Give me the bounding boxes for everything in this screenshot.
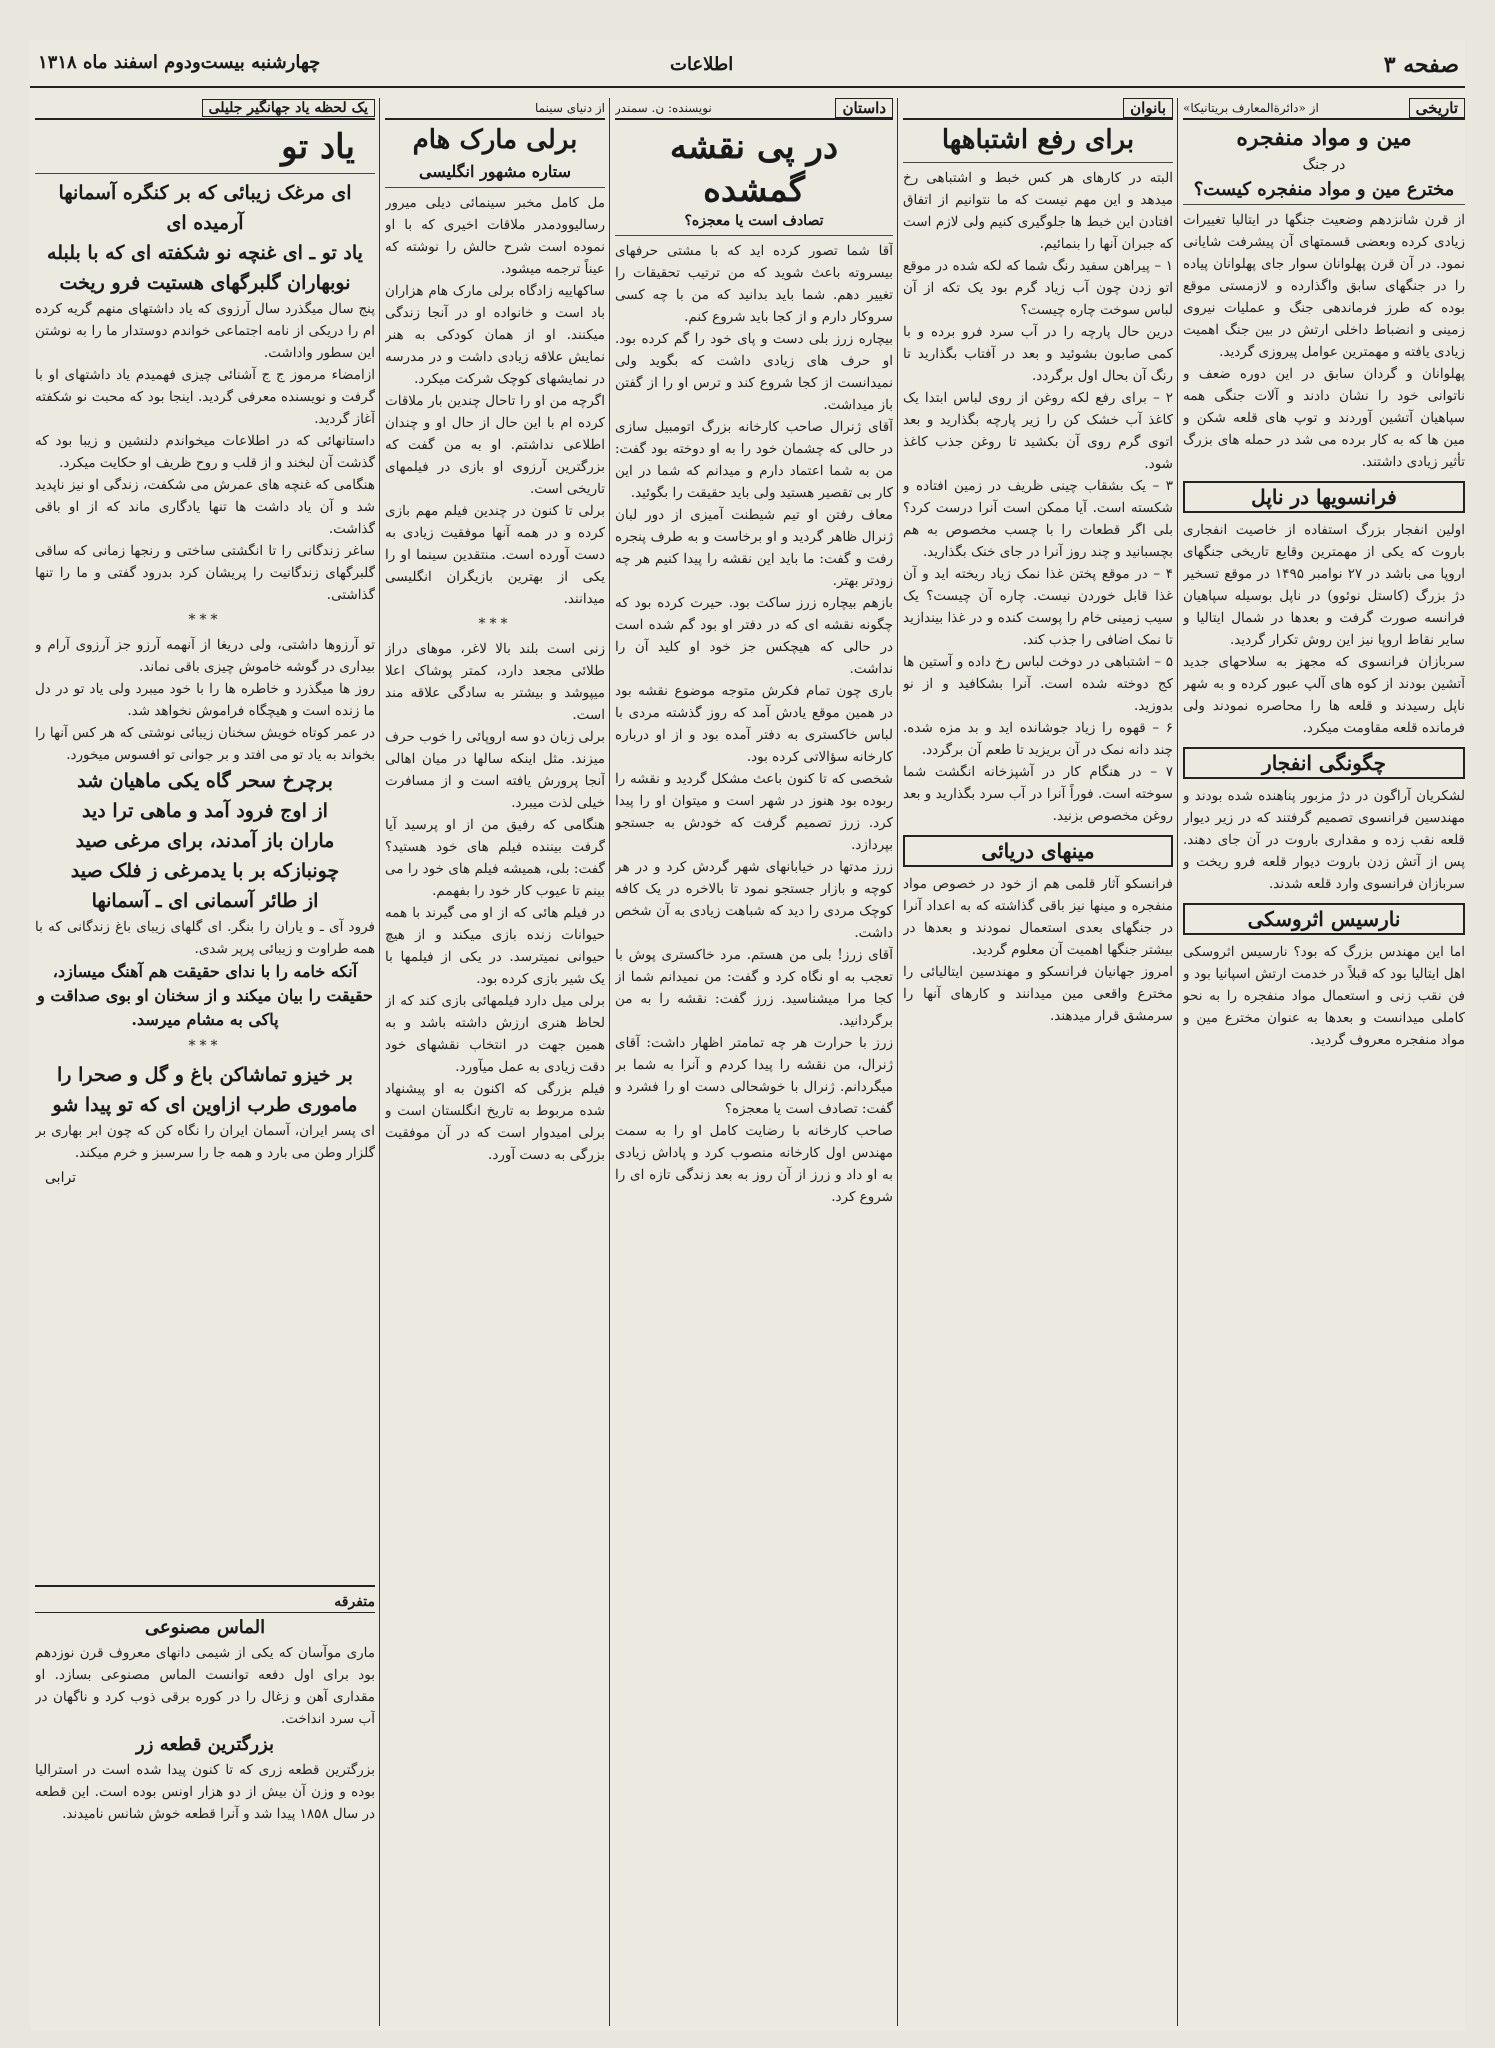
column-rule: [609, 98, 610, 2026]
paragraph: زرز مدتها در خیابانهای شهر گردش کرد و در هر کوچه و بازار جستجو نمود تا بالاخره در یک کافه کوچک مردی را دید که شباهت زیادی به آن شخص داشت.: [615, 859, 893, 941]
column-rule: [379, 98, 380, 2026]
separator: ***: [478, 615, 512, 632]
paragraph: ۶ – قهوه را زیاد جوشانده اید و بد مزه شده. چند دانه نمک در آن بریزید تا طعم آن برگردد.: [903, 719, 1173, 758]
paragraph: در فیلم هائی که از او می گیرند با همه حیوانات زنده بازی میکند و از هیچ حیوانی نمیترسد. در یکی از فیلمها با یک شیر بازی کرده بود.: [385, 904, 605, 987]
paragraph: تو آرزوها داشتی، ولی دریغا از آنهمه آرزو جز آرزوی آرام و بیداری در گوشه خاموش چیزی باقی نماند.: [35, 636, 375, 675]
paragraph: اگرچه من او را تاحال چندین بار ملاقات کرده ام با این حال از حال او و چندان اطلاعی نداشتم. او به من گفت که بزرگترین آرزوی او بازی در فیلمهای تاریخی است.: [385, 392, 605, 497]
item-title: الماس مصنوعی: [144, 1617, 266, 1638]
column-rule: [1177, 98, 1178, 2026]
paragraph: برلی تا کنون در چندین فیلم مهم بازی کرده و در همه آنها موفقیت زیادی به دست آورده است. منتقدین سینما او را یکی از بهترین بازیگران انگلیسی میدانند.: [385, 502, 605, 607]
paragraph: صاحب کارخانه با رضایت کامل او را به سمت مهندس اول کارخانه منصوب کرد و پاداش زیادی به او داد و زرز از آن روز به بعد زندگی تازه ای را شروع کرد.: [615, 1123, 893, 1205]
article-headline: مین و مواد منفجره: [1236, 125, 1412, 151]
paragraph: امروز جهانیان فرانسکو و مهندسین ایتالیائی را مخترع واقعی مین میدانند و کارهای آنها را سرمشق قرار میدهند.: [903, 963, 1173, 1024]
newspaper-page: [30, 40, 1465, 2030]
masthead: [30, 40, 1465, 88]
page-number: صفحه ۳: [1383, 52, 1459, 78]
paragraph: شخصی که تا کنون باعث مشکل گردید و نقشه را ربوده بود هنوز در شهر است و میتوان او را پیدا کرد. زرز تصمیم گرفت که خودش به جستجو بپردازد.: [615, 771, 893, 853]
author-signature: ترابی: [45, 1169, 77, 1186]
paragraph: ای پسر ایران، آسمان ایران را نگاه کن که چون ابر بهاری بر گلزار وطن می بارد و همه جا را سرسبز و خرم میکند.: [35, 1122, 375, 1161]
paragraph: در عمر کوتاه خویش سخنان زیبائی نوشتی که هر کس آنها را بخواند به یاد تو می افتد و بر جوانی تو افسوس میخورد.: [35, 724, 375, 763]
article-headline: برلی مارک هام: [412, 125, 578, 155]
story-column: [615, 98, 893, 2026]
paragraph: زرز با حرارت هر چه تمامتر اظهار داشت: آقای ژنرال، من نقشه را پیدا کردم و آنرا به شما بر میگردانم. ژنرال با خوشحالی دست او را فشرد و گفت: تصادف است یا معجزه؟: [615, 1035, 893, 1117]
paragraph: فرانسکو آثار قلمی هم از خود در خصوص مواد منفجره و مینها نیز باقی گذاشته که به اعداد آنرا در جنگهای بعدی استعمال نمودند و بعدها در بیشتر جنگها اهمیت آن معلوم گردید.: [903, 875, 1173, 958]
poem-line: چونبازکه بر با یدمرغی ز فلک صید: [70, 859, 340, 882]
poem-line: ماموری طرب ازاوین ای که تو پیدا شو: [52, 1093, 358, 1116]
section-tag: داستان: [835, 98, 893, 118]
paragraph: ۱ – پیراهن سفید رنگ شما که لکه شده در موقع اتو زدن چون آب زیاد گرم بود یک تکه از آن لباس سوخت چاره چیست؟: [903, 257, 1173, 318]
poem-line: بر خیزو تماشاکن باغ و گل و صحرا را: [57, 1063, 353, 1086]
item-title: بزرگترین قطعه زر: [136, 1734, 274, 1755]
paragraph: برلی زبان دو سه اروپائی را خوب حرف میزند. مثل اینکه سالها در میان اهالی آنجا پرورش یافته است و از مسافرت خیلی لذت میبرد.: [385, 728, 605, 811]
paragraph: اما این مهندس بزرگ که بود؟ نارسیس اثروسکی اهل ایتالیا بود که قبلاً در خدمت ارتش اسپانیا بود و فن نقب زنی و استعمال مواد منفجره را به نحو کاملی میدانست و بعدها به عنوان مخترع مین و مواد منفجره معروف گردید.: [1183, 943, 1465, 1048]
paragraph: سربازان فرانسوی که مجهز به سلاحهای جدید آتشین بودند از کوه های آلپ عبور کرده و به شهر ناپل رسیدند و قلعه ها را محاصره نمودند ولی فرمانده قلعه مقاومت میکرد.: [1183, 653, 1465, 736]
paragraph: آقای ژنرال صاحب کارخانه بزرگ اتومبیل سازی در حالی که چشمان خود را به او دوخته بود گفت: من به شما اعتماد دارم و میدانم که شما در این کار بی تقصیر هستید ولی باید حقیقت را بگوئید.: [615, 419, 893, 501]
poem-line: نوبهاران گلبرگهای هستیت فرو ریخت: [59, 271, 351, 294]
paragraph: هنگامی که غنچه های عمرش می شکفت، زندگی او نیز ناپدید شد و آن یاد داشت ها تنها یادگاری ماند که از او باقی گذاشت.: [35, 476, 375, 537]
article-subheading: ستاره مشهور انگلیسی: [418, 161, 572, 181]
paragraph: زنی است بلند بالا لاغر، موهای دراز طلائی مجعد دارد، کمتر پوشاک اعلا میپوشد و بیشتر به سادگی علاقه مند است.: [385, 640, 605, 723]
paragraph: پهلوانان و گردان سابق در این دوره ضعف و ناتوانی خود را نشان دادند و آلات جنگی همه سپاهیان آتشین آوردند و توپ های قلعه شکن و مین ها که به کار برده می شد در حمله های بزرگ تأثیر زیادی داشتند.: [1183, 365, 1465, 470]
paragraph: بازهم بیچاره زرز ساکت بود. حیرت کرده بود که چگونه نقشه ای که در دفتر او بود گم شده است در حالی که هیچکس جز خود او کلید آن را نداشت.: [615, 595, 893, 677]
poem-line: از اوج فرود آمد و ماهی ترا دید: [82, 799, 328, 822]
women-column: [903, 98, 1173, 2026]
paragraph: از قرن شانزدهم وضعیت جنگها در ایتالیا تغییرات زیادی کرده وبعضی قسمتهای آن پیشرفت شایانی نمود. در آن قرن پهلوانان سوار جای پهلوانان پیاده را در جنگهای سابق واگذارده و لازمستی موقع بوده که طرز فرماندهی جنگ و عملیات نیروی زمینی و انضباط داخلی ارتش در بین جنگ اهمیت زیادی یافته و مهمترین عوامل پیروزی گردید.: [1183, 211, 1465, 360]
paragraph: برلی میل دارد فیلمهائی بازی کند که از لحاظ هنری ارزش داشته باشد و به همین جهت در انتخاب نقشهای خود دقت زیادی به عمل میآورد.: [385, 992, 605, 1075]
paragraph: ۲ – برای رفع لکه روغن از روی لباس ابتدا یک کاغذ آب خشک کن را زیر پارچه بگذارید و بعد اتوی گرم روی آن بکشید تا روغن جذب کاغذ شود.: [903, 389, 1173, 472]
paragraph: داستانهائی که در اطلاعات میخواندم دلنشین و زیبا بود که گذشت آن لبخند و از قلب و روح ظریف او حکایت میکرد.: [35, 432, 375, 471]
paragraph: ۷ – در هنگام کار در آشپزخانه انگشت شما سوخته است. فوراً آنرا در آب سرد بگذارید و بعد روغن مخصوص بزنید.: [903, 763, 1173, 824]
column-rule: [897, 98, 898, 2026]
newspaper-name: اطلاعات: [670, 54, 734, 75]
paragraph: آقا شما تصور کرده اید که با مشتی حرفهای بیسروته باعث شوید که من ترتیب تحقیقات را تغییر دهم. شما باید بدانید که من با چه کسی سروکار دارم و از کجا باید شروع کنم.: [615, 243, 893, 325]
subsection-title: مینهای دریائی: [903, 835, 1173, 867]
poem-line: ای مرغک زیبائی که بر کنگره آسمانها: [58, 181, 352, 204]
paragraph: ساکهاییه زادگاه برلی مارک هام هزاران باد است و خانواده او در آنجا زندگی میکنند. او از همان کودکی به هنر نمایش علاقه زیادی داشت و در مدرسه در نمایشهای کوچک شرکت میکرد.: [385, 282, 605, 387]
subsection-title: فرانسویها در ناپل: [1183, 481, 1465, 513]
article-question: مخترع مین و مواد منفجره کیست؟: [1193, 178, 1455, 200]
poem-line: آرمیده ای: [166, 211, 244, 234]
cinema-column: [385, 98, 605, 2026]
article-headline: برای رفع اشتباهها: [941, 125, 1135, 155]
article-source: از «دائرةالمعارف بریتانیکا»: [1183, 101, 1319, 115]
paragraph: ۳ – یک بشقاب چینی ظریف در زمین افتاده و شکسته است. آیا ممکن است آنرا درست کرد؟ بلی اگر قطعات را با چسب مخصوص به هم بچسبانید و چند روز آنرا در جای خنک بگذارید.: [903, 477, 1173, 560]
paragraph: روز ها میگذرد و خاطره ها را با خود میبرد ولی یاد تو در دل ما زنده است و هیچگاه فراموش نخواهد شد.: [35, 680, 375, 719]
paragraph: ازامضاء مرموز ج ج آشنائی چیزی فهمیدم یاد داشتهای او با گرفت و نویسنده معرفی گردید. اینجا بود که محبت نو شکفته آغاز گردید.: [35, 366, 375, 427]
article-subheading: در جنگ: [1302, 156, 1346, 173]
issue-date: چهارشنبه بیست‌ودوم اسفند ماه ۱۳۱۸: [38, 52, 321, 73]
paragraph: بزرگترین قطعه زری که تا کنون پیدا شده است در استرالیا بوده و وزن آن بیش از دو هزار اونس بوده است. این قطعه در سال ۱۸۵۸ پیدا شد و آنرا قطعه خوش شانس نامیدند.: [35, 1762, 375, 1822]
paragraph: ۴ – در موقع پختن غذا نمک زیاد ریخته اید و آن غذا قابل خوردن نیست. چاره آن چیست؟ یک سیب زمینی خام را پوست کنده و در غذا بیندازید تا نمک اضافی را جذب کند.: [903, 565, 1173, 648]
story-subheading: تصادف است یا معجزه؟: [684, 213, 824, 229]
paragraph: بیچاره زرز بلی دست و پای خود را گم کرده بود. او حرف های زیادی داشت که بگوید ولی نمیدانست از کجا شروع کند و ترس او را از گفتن باز میداشت.: [615, 331, 893, 413]
paragraph: فرود آی ـ و یاران را بنگر. ای گلهای زیبای باغ زندگانی که با همه طراوت و زیبائی پرپر شدی.: [35, 918, 375, 957]
paragraph: مل کامل مخبر سینمائی دیلی میرور رسالیوودمدر ملاقات اخیری که با او نموده است شرح حالش را نوشته که عیناً ترجمه میشود.: [385, 194, 605, 277]
paragraph: ۵ – اشتباهی در دوخت لباس رخ داده و آستین ها کج دوخته شده است. آنرا بشکافید و از نو بدوزید.: [903, 653, 1173, 714]
paragraph: درین حال پارچه را در آب سرد فرو برده و با کمی صابون بشوئید و بعد در آفتاب بگذارید تا رنگ آن بحال اول برگردد.: [903, 323, 1173, 384]
paragraph: ساغر زندگانی را تا انگشتی ساختی و رنجها زمانی که ساقی گلبرگهای زندگانیت را پریشان کرد بدرود گفتی و ما را تنها گذاشتی.: [35, 542, 375, 603]
poem-line: یاد تو ـ ای غنچه نو شکفته ای که با بلبله: [47, 241, 363, 264]
paragraph: البته در کارهای هر کس خبط و اشتباهی رخ میدهد و این مهم نیست که ما نتوانیم از اتفاق افتادن این خبط ها جلوگیری کنیم ولی لازم است که جبران آنها را بنمائیم.: [903, 169, 1173, 252]
column-header: یک لحظه یاد جهانگیر جلیلی: [202, 99, 375, 117]
subsection-title: چگونگی انفجار: [1183, 747, 1465, 779]
article-headline: یاد تو: [281, 127, 355, 167]
separator: ***: [188, 611, 222, 628]
history-column: [1183, 98, 1465, 2026]
paragraph: آقای زرز! بلی من هستم. مرد خاکستری پوش با تعجب به او نگاه کرد و گفت: من نمیدانم شما از کجا مرا میشناسید. زرز گفت: نقشه را به من برگردانید.: [615, 947, 893, 1029]
paragraph: ماری موآسان که یکی از شیمی دانهای معروف قرن نوزدهم بود برای اول دفعه توانست الماس مصنوعی بسازد. او مقداری آهن و زغال را در کوره برقی ذوب کرد و ناگهان در آب سرد انداخت.: [35, 1645, 375, 1727]
section-tag: بانوان: [1123, 98, 1173, 118]
section-tag: تاریخی: [1409, 98, 1465, 118]
section-tag: از دنیای سینما: [534, 101, 605, 115]
poem-line: آنکه خامه را با ندای حقیقت هم آهنگ میسازد، حقیقت را بیان میکند و از سخنان او بوی صداقت و پاکی به مشام میرسد.: [37, 961, 373, 1029]
memorial-column: [35, 98, 375, 1576]
paragraph: باری چون تمام فکرش متوجه موضوع نقشه بود در همین موقع یادش آمد که روز گذشته مردی با لباس خاکستری به دفتر آمده بود و از او درباره کارخانه سؤالاتی کرده بود.: [615, 683, 893, 765]
paragraph: اولین انفجار بزرگ استفاده از خاصیت انفجاری باروت که یکی از مهمترین وقایع تاریخی جنگهای اروپا می باشد در ۲۷ نوامبر ۱۴۹۵ در موقع تسخیر دژ بزرگ (کاستل نوئوو) در ناپل بوسیله سپاهیان فرانسه صورت گرفت و بعدها در شمال ایتالیا و سایر نقاط اروپا نیز این روش تکرار گردید.: [1183, 521, 1465, 648]
poem-line: برچرخ سحر گاه یکی ماهیان شد: [77, 769, 333, 792]
paragraph: پنج سال میگذرد سال آرزوی که یاد داشتهای منهم گریه کرده ام را دریکی از نامه اجتماعی خواندم دوستدار ما را به نوشتن این سطور واداشت.: [35, 300, 375, 361]
miscellany-box: [35, 1585, 375, 2025]
poem-line: از طائر آسمانی ای ـ آسمانها: [91, 889, 319, 912]
story-author: نویسنده: ن. سمندر: [615, 101, 712, 115]
story-headline: در پی نقشه گمشده: [669, 127, 839, 210]
section-tag: متفرقه: [334, 1593, 375, 1610]
paragraph: هنگامی که رفیق من از او پرسید آیا گرفت بیننده فیلم های خود هستید؟ گفت: بلی، همیشه فیلم های خود را می بینم تا عیوب کار خود را بفهمم.: [385, 816, 605, 899]
paragraph: لشکریان آراگون در دژ مزبور پناهنده شده بودند و مهندسین فرانسوی تصمیم گرفتند که در زیر دیوار قلعه نقب زده و مقداری باروت در آن جای دهند. پس از آتش زدن باروت دیوار قلعه فرو ریخت و سربازان فرانسوی وارد قلعه شدند.: [1183, 787, 1465, 892]
poem-line: ماران باز آمدند، برای مرغی صید: [75, 829, 335, 852]
subsection-title: نارسیس اثروسکی: [1183, 903, 1465, 935]
separator: ***: [188, 1037, 222, 1054]
paragraph: معاف رفتن او تیم شیطنت آمیزی از دور لبان ژنرال ظاهر گردید و او برخاست و به طرف پنجره رفت و گفت: ما باید این نقشه را پیدا کنیم هر چه زودتر بهتر.: [615, 507, 893, 589]
paragraph: فیلم بزرگی که اکنون به او پیشنهاد شده مربوط به تاریخ انگلستان است و برلی امیدوار است که در آن موفقیت بزرگی به دست آورد.: [385, 1080, 605, 1163]
